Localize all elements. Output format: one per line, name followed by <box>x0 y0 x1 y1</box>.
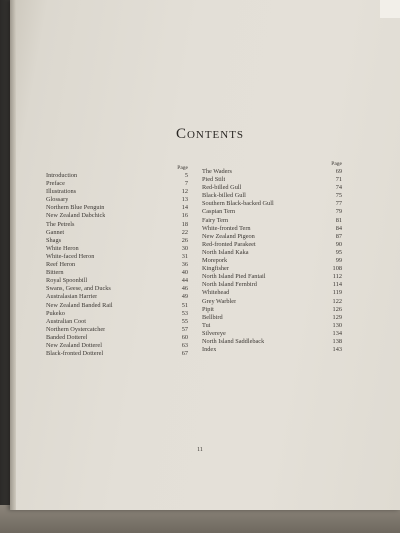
contents-column-left <box>46 164 188 358</box>
entry-page: 138 <box>332 337 342 345</box>
entry-page: 129 <box>332 313 342 321</box>
entry-title: Royal Spoonbill <box>46 277 88 285</box>
contents-entry <box>46 172 188 180</box>
entry-title: Red-fronted Parakeet <box>202 240 256 248</box>
entry-title: North Island Kaka <box>202 248 249 256</box>
entry-page: 7 <box>184 180 188 188</box>
contents-entry <box>46 253 188 261</box>
contents-entry <box>202 225 342 233</box>
contents-entry <box>202 265 342 273</box>
contents-entry <box>202 273 342 281</box>
entry-title: Silvereye <box>202 329 226 337</box>
contents-entry <box>46 318 188 326</box>
contents-heading: Contents <box>175 126 245 142</box>
entry-title: White-faced Heron <box>46 252 95 260</box>
contents-entry <box>202 338 342 346</box>
contents-entry <box>202 257 342 265</box>
entry-title: North Island Saddleback <box>202 337 265 345</box>
contents-entry <box>202 168 342 176</box>
contents-entry <box>46 350 188 358</box>
entry-page: 13 <box>181 196 188 204</box>
entry-title: Southern Black-backed Gull <box>202 200 274 208</box>
entry-title: Bittern <box>46 269 64 277</box>
entry-title: Australian Coot <box>46 317 87 325</box>
entry-page: 81 <box>335 216 342 224</box>
entry-page: 49 <box>181 293 188 301</box>
contents-column-right <box>202 160 342 354</box>
entry-page: 51 <box>181 301 188 309</box>
entry-title: Black-fronted Dotterel <box>46 350 104 358</box>
entry-title: Red-billed Gull <box>202 184 242 192</box>
contents-entry <box>46 261 188 269</box>
entry-title: Grey Warbler <box>202 297 237 305</box>
contents-entry <box>46 302 188 310</box>
contents-entry <box>46 285 188 293</box>
contents-entry <box>202 241 342 249</box>
entry-title: New Zealand Dotterel <box>46 341 102 349</box>
entry-title: Gannet <box>46 228 65 236</box>
contents-entry <box>202 306 342 314</box>
entry-title: North Island Pied Fantail <box>202 273 266 281</box>
contents-list-left <box>46 172 188 358</box>
entry-page: 134 <box>332 329 342 337</box>
entry-page: 53 <box>181 309 188 317</box>
entry-title: White-fronted Tern <box>202 224 251 232</box>
entry-page: 84 <box>335 224 342 232</box>
entry-title: Pipit <box>202 305 214 313</box>
contents-entry <box>46 237 188 245</box>
entry-page: 55 <box>181 317 188 325</box>
entry-page: 77 <box>335 200 342 208</box>
entry-page: 114 <box>332 281 342 289</box>
entry-page: 112 <box>332 273 342 281</box>
contents-entry <box>202 322 342 330</box>
entry-page: 87 <box>335 232 342 240</box>
entry-title: Whitehead <box>202 289 230 297</box>
entry-page: 46 <box>181 285 188 293</box>
entry-title: Northern Oystercatcher <box>46 325 106 333</box>
corner-background <box>380 0 400 18</box>
contents-entry <box>202 217 342 225</box>
entry-title: Northern Blue Penguin <box>46 204 105 212</box>
contents-entry <box>46 204 188 212</box>
contents-entry <box>46 293 188 301</box>
contents-entry <box>202 314 342 322</box>
contents-entry <box>202 184 342 192</box>
entry-title: Australasian Harrier <box>46 293 98 301</box>
contents-entry <box>202 289 342 297</box>
entry-page: 30 <box>181 244 188 252</box>
entry-title: Shags <box>46 236 62 244</box>
entry-title: Pukeko <box>46 309 65 317</box>
entry-page: 99 <box>335 257 342 265</box>
entry-page: 12 <box>181 188 188 196</box>
entry-page: 57 <box>181 325 188 333</box>
entry-page: 79 <box>335 208 342 216</box>
entry-page: 90 <box>335 240 342 248</box>
entry-title: Bellbird <box>202 313 223 321</box>
entry-title: The Waders <box>202 168 232 175</box>
entry-page: 16 <box>181 212 188 220</box>
entry-title: Tui <box>202 321 211 329</box>
contents-entry <box>202 330 342 338</box>
contents-entry <box>46 269 188 277</box>
contents-entry <box>46 342 188 350</box>
entry-title: Banded Dotterel <box>46 333 88 341</box>
entry-title: The Petrels <box>46 220 75 228</box>
contents-entry <box>202 346 342 354</box>
entry-title: Index <box>202 346 217 354</box>
contents-entry <box>46 310 188 318</box>
entry-page: 5 <box>184 172 188 179</box>
contents-entry <box>202 208 342 216</box>
entry-page: 22 <box>181 228 188 236</box>
entry-page: 44 <box>181 277 188 285</box>
entry-title: New Zealand Dabchick <box>46 212 106 220</box>
entry-page: 143 <box>332 346 342 354</box>
entry-page: 69 <box>335 168 342 175</box>
entry-title: Caspian Tern <box>202 208 236 216</box>
contents-entry <box>202 281 342 289</box>
contents-entry <box>46 221 188 229</box>
entry-title: White Heron <box>46 244 79 252</box>
entry-page: 63 <box>181 341 188 349</box>
entry-title: Fairy Tern <box>202 216 229 224</box>
contents-entry <box>46 326 188 334</box>
contents-entry <box>46 334 188 342</box>
entry-title: New Zealand Pigeon <box>202 232 255 240</box>
page-gutter-shadow <box>10 0 16 510</box>
entry-page: 31 <box>181 252 188 260</box>
entry-page: 130 <box>332 321 342 329</box>
entry-title: Illustrations <box>46 188 77 196</box>
page-number: 11 <box>197 447 203 453</box>
entry-title: Introduction <box>46 172 78 179</box>
contents-entry <box>46 180 188 188</box>
contents-entry <box>46 277 188 285</box>
contents-entry <box>202 176 342 184</box>
entry-title: Pied Stilt <box>202 176 226 184</box>
contents-entry <box>202 249 342 257</box>
entry-page: 36 <box>181 261 188 269</box>
entry-title: Preface <box>46 180 65 188</box>
contents-entry <box>202 200 342 208</box>
contents-entry <box>46 196 188 204</box>
entry-title: Morepork <box>202 257 228 265</box>
page-column-header-left: Page <box>177 165 188 171</box>
contents-entry <box>202 233 342 241</box>
entry-title: Glossary <box>46 196 69 204</box>
entry-page: 119 <box>332 289 342 297</box>
entry-title: North Island Fernbird <box>202 281 257 289</box>
contents-entry <box>46 212 188 220</box>
entry-page: 74 <box>335 184 342 192</box>
entry-page: 122 <box>332 297 342 305</box>
contents-entry <box>202 192 342 200</box>
entry-page: 126 <box>332 305 342 313</box>
entry-page: 75 <box>335 192 342 200</box>
entry-page: 14 <box>181 204 188 212</box>
entry-title: Kingfisher <box>202 265 229 273</box>
entry-page: 60 <box>181 333 188 341</box>
entry-page: 26 <box>181 236 188 244</box>
entry-title: Black-billed Gull <box>202 192 246 200</box>
contents-list-right <box>202 168 342 354</box>
contents-entry <box>46 229 188 237</box>
contents-entry <box>202 298 342 306</box>
entry-page: 71 <box>335 176 342 184</box>
entry-page: 40 <box>181 269 188 277</box>
entry-title: Reef Heron <box>46 261 76 269</box>
entry-page: 67 <box>181 350 188 358</box>
contents-entry <box>46 188 188 196</box>
entry-page: 18 <box>181 220 188 228</box>
page-column-header-right: Page <box>331 161 342 167</box>
entry-page: 108 <box>332 265 342 273</box>
entry-title: Swans, Geese, and Ducks <box>46 285 111 293</box>
contents-entry <box>46 245 188 253</box>
entry-title: New Zealand Banded Rail <box>46 301 113 309</box>
entry-page: 95 <box>335 248 342 256</box>
